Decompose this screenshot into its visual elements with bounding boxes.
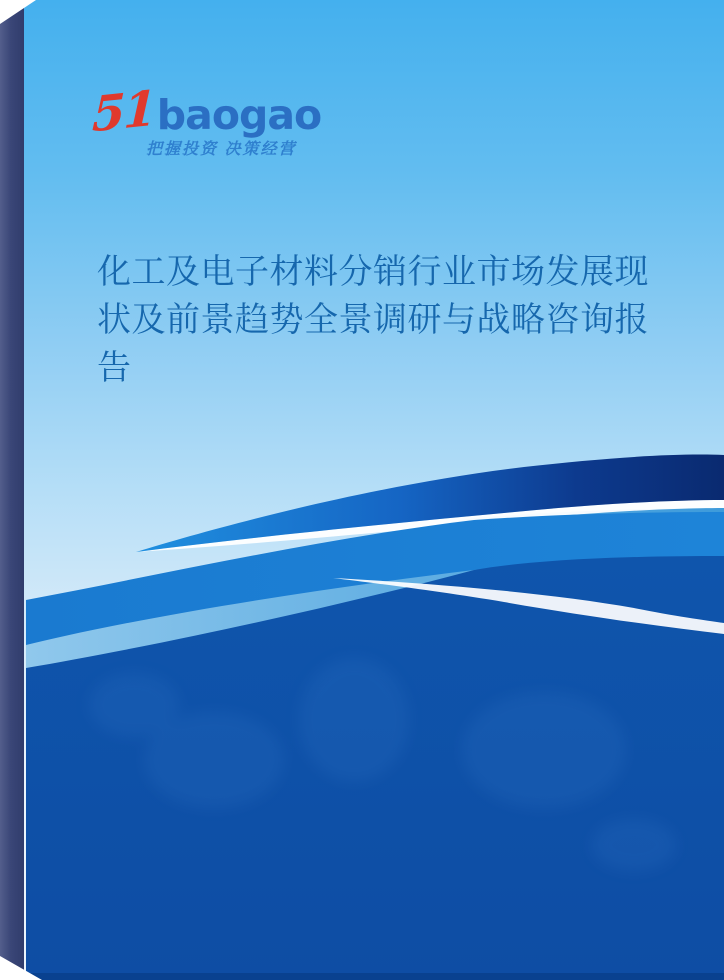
brand-logo bbox=[91, 80, 322, 158]
book-spine bbox=[0, 0, 24, 980]
logo-wordmark: baogao bbox=[156, 91, 322, 139]
bottom-edge-strip bbox=[24, 973, 724, 980]
logo-number: 51 bbox=[91, 80, 156, 144]
logo-row bbox=[91, 80, 322, 144]
cover-waves-graphic bbox=[24, 420, 724, 980]
logo-tagline: 把握投资 决策经营 bbox=[146, 141, 297, 158]
report-title: 化工及电子材料分销行业市场发展现状及前景趋势全景调研与战略咨询报告 bbox=[97, 253, 649, 387]
